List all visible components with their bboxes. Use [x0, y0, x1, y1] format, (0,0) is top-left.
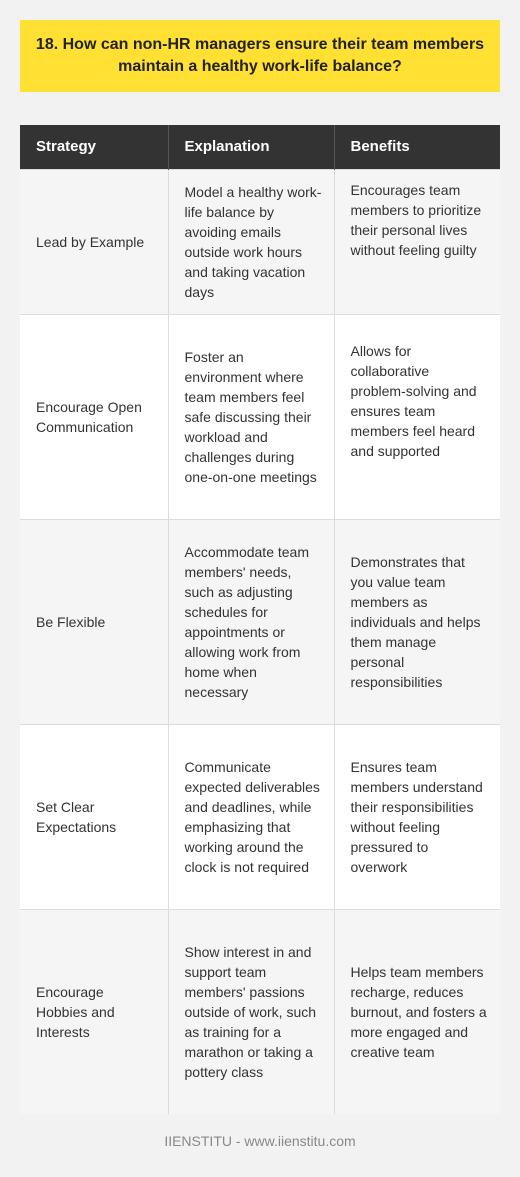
- table-row: [20, 724, 500, 909]
- table-row: [20, 519, 500, 724]
- benefits-cell: Encourages team members to prioritize their personal lives without feeling guilty: [334, 169, 500, 314]
- explanation-cell: Foster an environment where team members feel safe discussing their workload and challenges during one-on-one meetings: [168, 314, 334, 519]
- benefits-cell: Helps team members recharge, reduces burnout, and fosters a more engaged and creative team: [334, 909, 500, 1114]
- explanation-cell: Model a healthy work-life balance by avoiding emails outside work hours and taking vacation days: [168, 169, 334, 314]
- strategy-cell: Encourage Hobbies and Interests: [20, 909, 168, 1114]
- strategy-table: [20, 125, 500, 1114]
- header-strategy: Strategy: [20, 125, 168, 169]
- strategy-cell: Be Flexible: [20, 519, 168, 724]
- table-row: [20, 169, 500, 314]
- table-header-row: [20, 125, 500, 169]
- header-benefits: Benefits: [334, 125, 500, 169]
- explanation-cell: Communicate expected deliverables and deadlines, while emphasizing that working around the clock is not required: [168, 724, 334, 909]
- strategy-cell: Lead by Example: [20, 169, 168, 314]
- benefits-cell: Allows for collaborative problem-solving and ensures team members feel heard and supported: [334, 314, 500, 519]
- page-title: 18. How can non-HR managers ensure their team members maintain a healthy work-life balance?: [35, 36, 485, 75]
- explanation-cell: Accommodate team members' needs, such as adjusting schedules for appointments or allowing work from home when necessary: [168, 519, 334, 724]
- header-explanation: Explanation: [168, 125, 334, 169]
- benefits-cell: Ensures team members understand their responsibilities without feeling pressured to overwork: [334, 724, 500, 909]
- table-row: [20, 909, 500, 1114]
- strategy-cell: Encourage Open Communication: [20, 314, 168, 519]
- table-row: [20, 314, 500, 519]
- strategy-cell: Set Clear Expectations: [20, 724, 168, 909]
- footer-credit: IIENSTITU - www.iienstitu.com: [164, 1133, 356, 1149]
- title-banner: [20, 20, 500, 92]
- benefits-cell: Demonstrates that you value team members as individuals and helps them manage personal responsibilities: [334, 519, 500, 724]
- explanation-cell: Show interest in and support team members' passions outside of work, such as training for a marathon or taking a pottery class: [168, 909, 334, 1114]
